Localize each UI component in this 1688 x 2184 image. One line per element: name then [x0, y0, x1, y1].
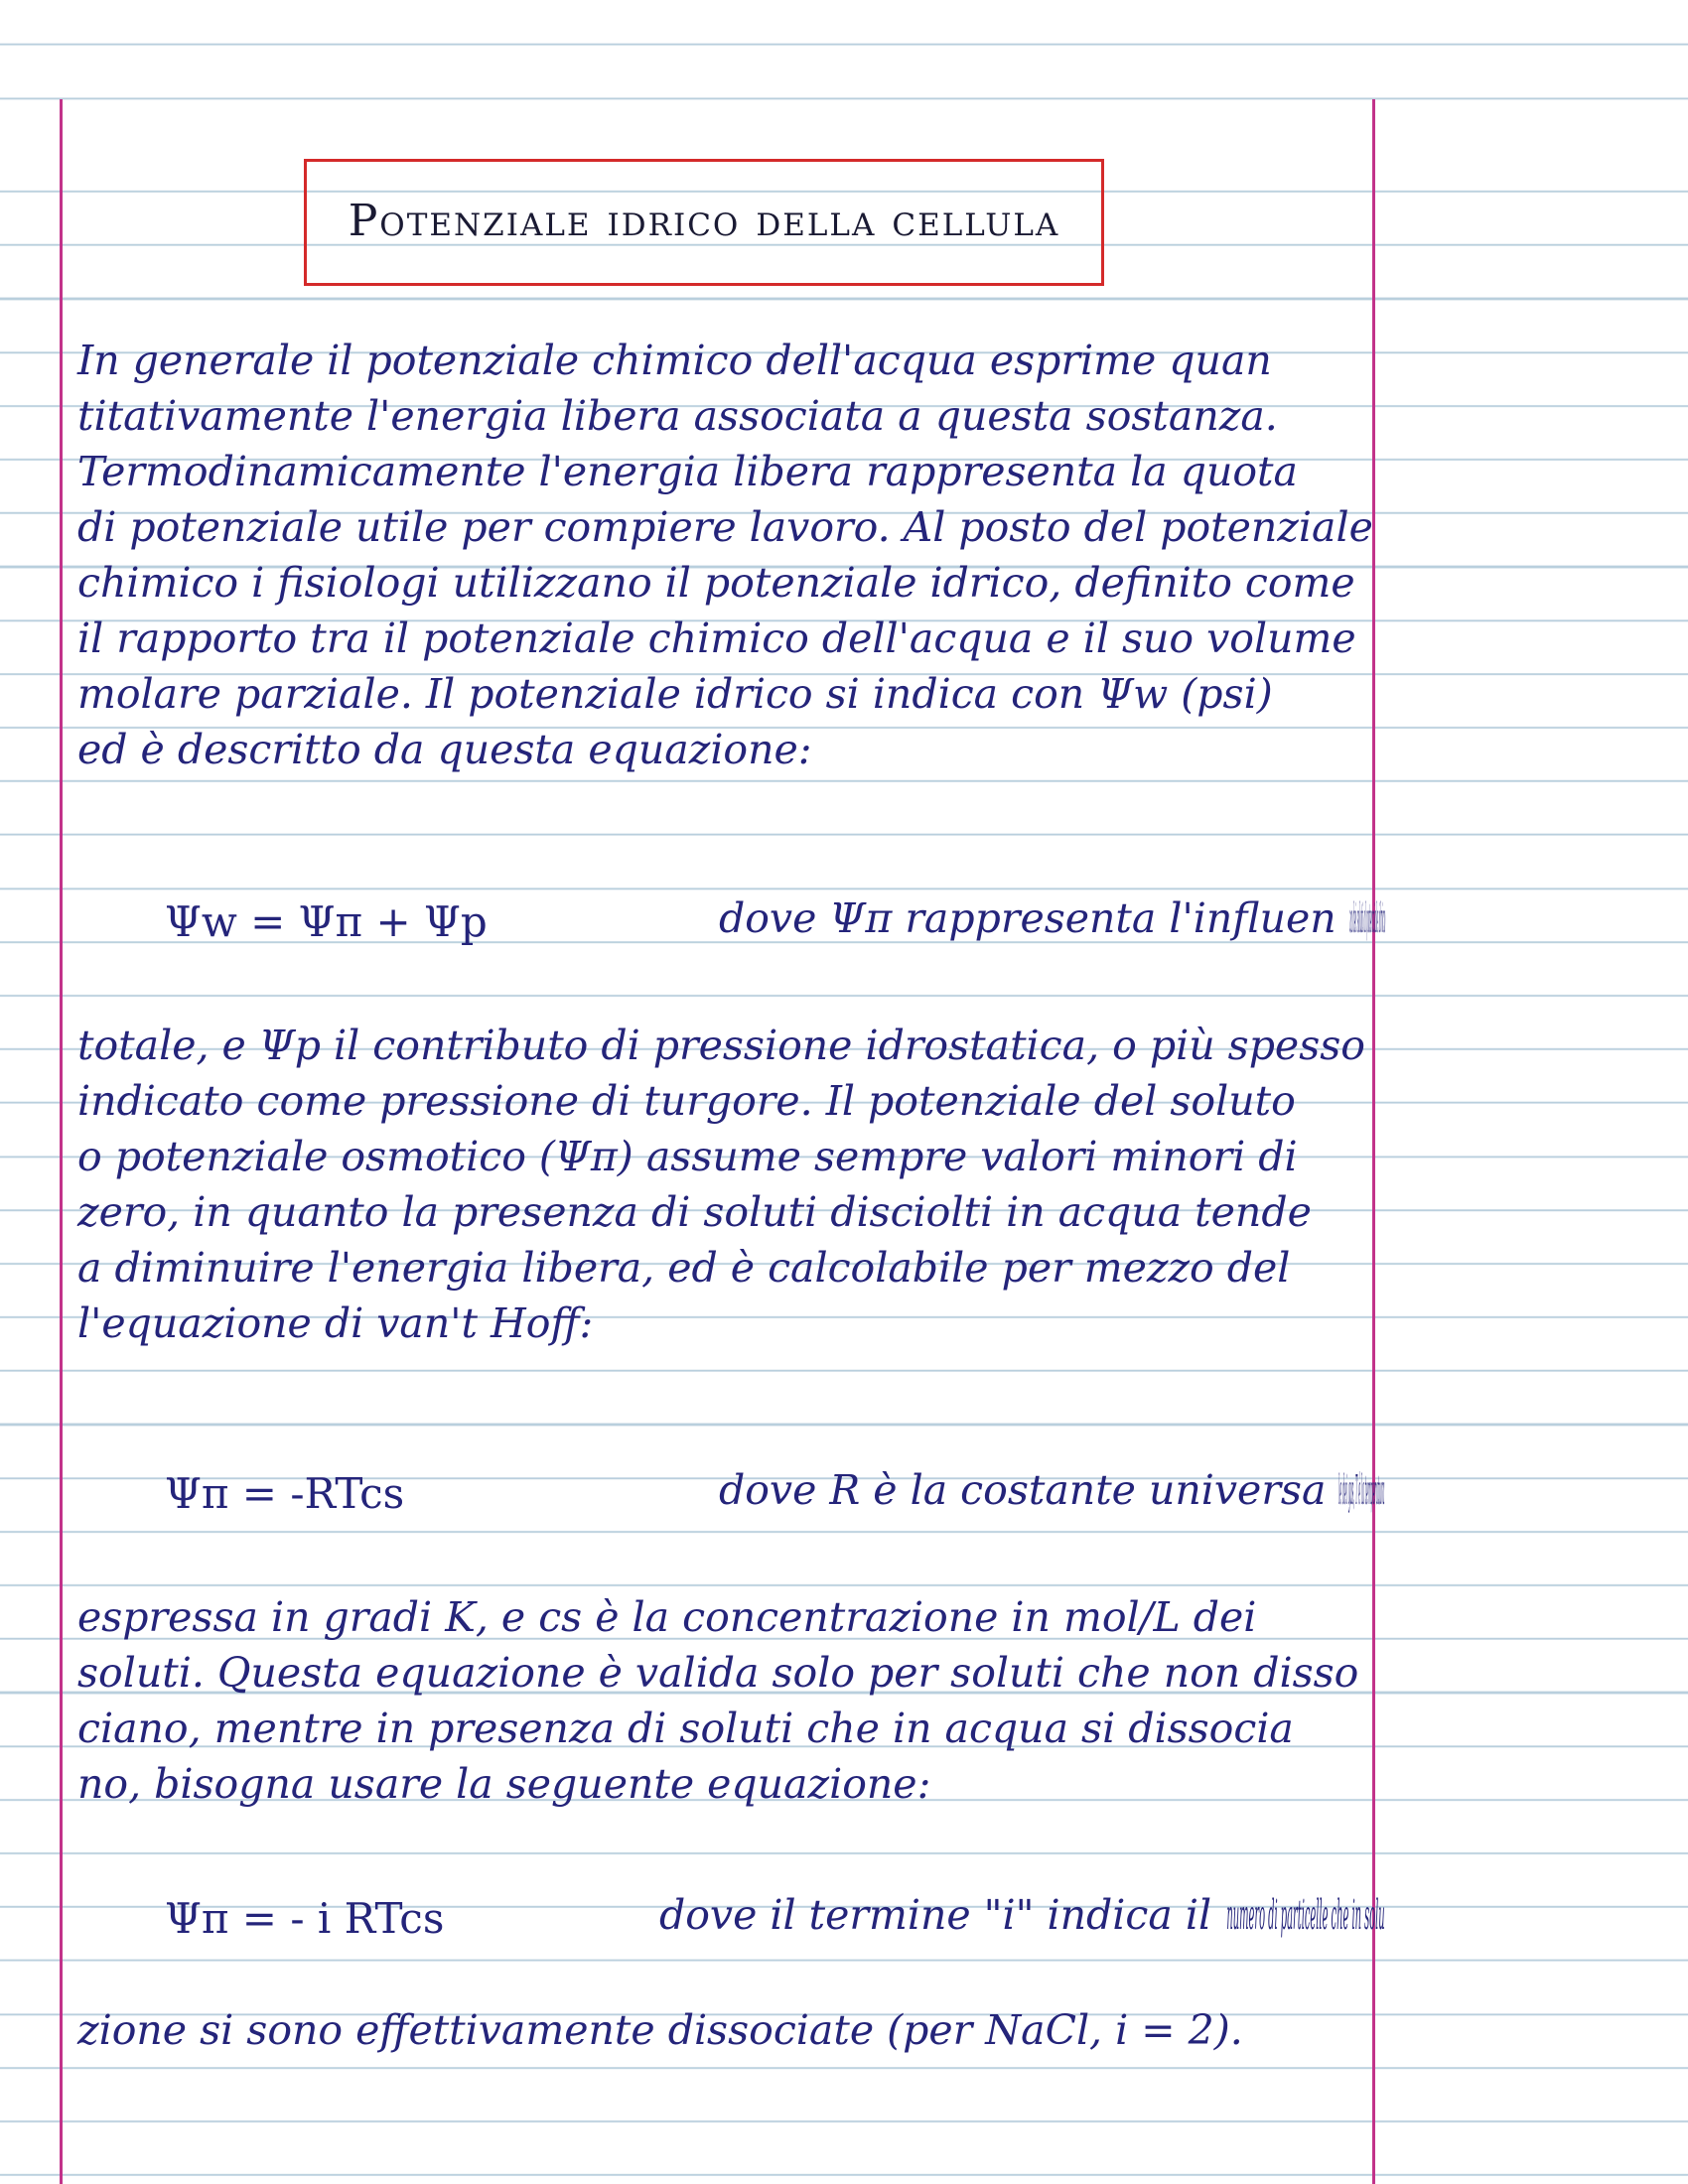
text-line: za dei soluti al potenziale idrico	[1349, 894, 1385, 942]
equation-description	[719, 1463, 1688, 1517]
text-line: dove il termine "i" indica il	[659, 1891, 1212, 1939]
text-line: Termodinamicamente l'energia libera rappresenta la quota	[77, 448, 1298, 495]
text-line: l'equazione di van't Hoff:	[77, 1299, 594, 1347]
text-line: ciano, mentre in presenza di soluti che in acqua si dissocia	[77, 1705, 1294, 1752]
text-line: numero di particelle che in solu	[1226, 1891, 1385, 1939]
text-line: di potenziale utile per compiere lavoro. Al posto del potenziale	[77, 503, 1373, 551]
title-box	[304, 159, 1104, 286]
text-line: dove Ψπ rappresenta l'influen	[719, 894, 1336, 942]
equation-description	[659, 1888, 1688, 1942]
equation-formula: Ψπ = -RTcs	[165, 1469, 405, 1518]
text-line: o potenziale osmotico (Ψπ) assume sempre valori minori di	[77, 1133, 1298, 1180]
equation-formula: Ψw = Ψπ + Ψp	[165, 897, 488, 946]
text-line: no, bisogna usare la seguente equazione:	[77, 1760, 931, 1808]
right-margin-line	[1372, 99, 1375, 2184]
text-line: a diminuire l'energia libera, ed è calcolabile per mezzo del	[77, 1244, 1291, 1292]
text-line: ed è descritto da questa equazione:	[77, 726, 812, 773]
page-title: Potenziale idrico della cellula	[348, 196, 1060, 246]
equation-formula: Ψπ = - i RTcs	[165, 1894, 445, 1943]
text-line: totale, e Ψp il contributo di pressione idrostatica, o più spesso	[77, 1022, 1365, 1069]
text-line: zione si sono effettivamente dissociate (per NaCl, i = 2).	[77, 2006, 1243, 2054]
text-line: il rapporto tra il potenziale chimico dell'acqua e il suo volume	[77, 614, 1356, 662]
text-line: In generale il potenziale chimico dell'acqua esprime quan	[77, 337, 1272, 384]
text-line: espressa in gradi K, e cs è la concentrazione in mol/L dei	[77, 1593, 1257, 1641]
text-line: molare parziale. Il potenziale idrico si indica con Ψw (psi)	[77, 670, 1273, 718]
text-line: dove R è la costante universa	[719, 1466, 1327, 1514]
text-line: chimico i fisiologi utilizzano il potenziale idrico, definito come	[77, 559, 1355, 607]
text-line: titativamente l'energia libera associata a questa sostanza.	[77, 392, 1278, 440]
left-margin-line	[60, 99, 63, 2184]
text-line: zero, in quanto la presenza di soluti disciolti in acqua tende	[77, 1188, 1312, 1236]
equation-description	[719, 891, 1688, 945]
text-line: indicato come pressione di turgore. Il potenziale del soluto	[77, 1077, 1296, 1125]
text-line: le dei gas, T è la temperatura	[1338, 1466, 1385, 1514]
text-line: soluti. Questa equazione è valida solo per soluti che non disso	[77, 1649, 1359, 1697]
